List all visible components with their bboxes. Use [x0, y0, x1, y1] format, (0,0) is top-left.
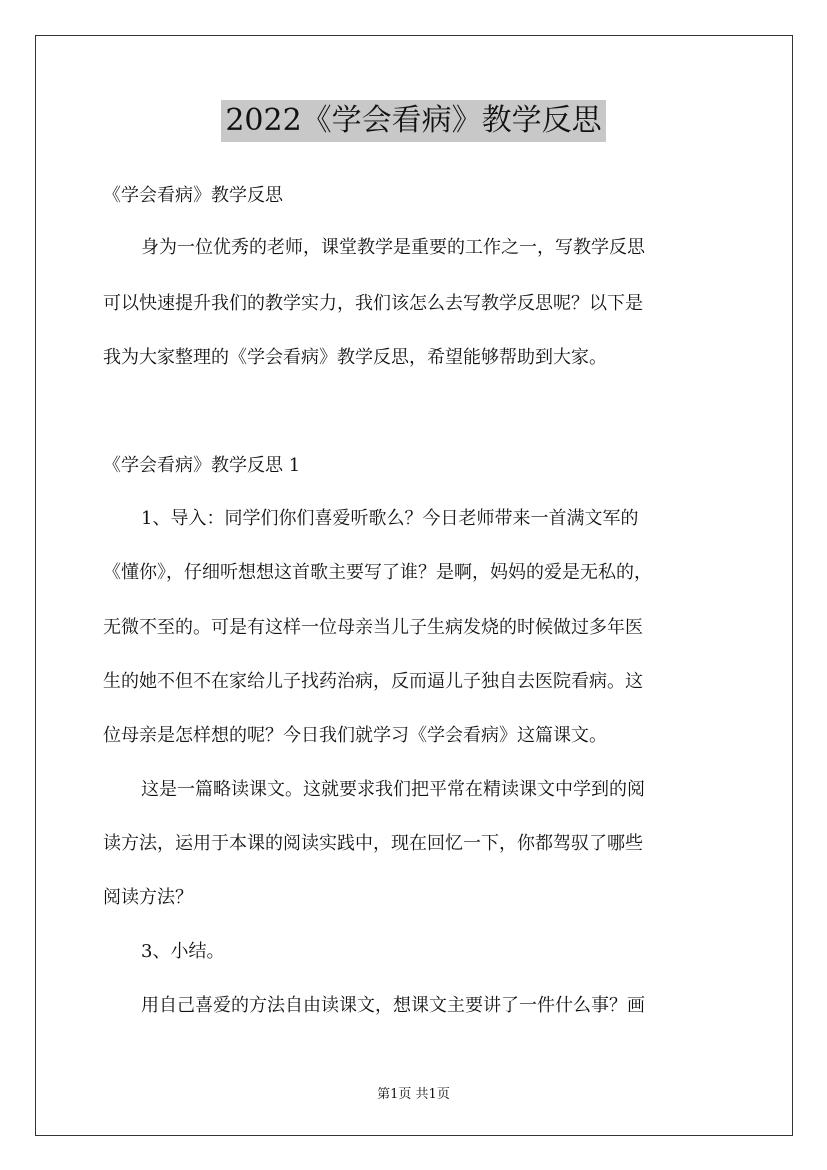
page-number-label: 第1页 共1页 [377, 1087, 450, 1102]
section-heading: 《学会看病》教学反思 1 [103, 455, 301, 476]
para3: 3、小结。 [141, 941, 225, 962]
para2-line-3: 阅读方法？ [103, 887, 193, 908]
title-container [0, 100, 827, 142]
intro-line-3: 我为大家整理的《学会看病》教学反思，希望能够帮助到大家。 [103, 347, 607, 368]
para1-line-5: 位母亲是怎样想的呢？今日我们就学习《学会看病》这篇课文。 [103, 725, 607, 746]
para1-line-4: 生的她不但不在家给儿子找药治病，反而逼儿子独自去医院看病。这 [103, 671, 643, 692]
intro-line-1: 身为一位优秀的老师，课堂教学是重要的工作之一，写教学反思 [141, 237, 645, 258]
intro-line-2: 可以快速提升我们的教学实力，我们该怎么去写教学反思呢？以下是 [103, 293, 643, 314]
document-title: 2022《学会看病》教学反思 [221, 100, 605, 142]
subtitle: 《学会看病》教学反思 [103, 185, 283, 206]
para2-line-1: 这是一篇略读课文。这就要求我们把平常在精读课文中学到的阅 [141, 779, 645, 800]
para4-line-1: 用自己喜爱的方法自由读课文，想课文主要讲了一件什么事？画 [141, 995, 645, 1016]
page-footer [0, 1083, 827, 1102]
para1-line-3: 无微不至的。可是有这样一位母亲当儿子生病发烧的时候做过多年医 [103, 617, 643, 638]
para2-line-2: 读方法，运用于本课的阅读实践中，现在回忆一下，你都驾驭了哪些 [103, 833, 643, 854]
para1-line-1: 1、导入：同学们你们喜爱听歌么？今日老师带来一首满文军的 [141, 508, 639, 529]
para1-line-2: 《懂你》，仔细听想想这首歌主要写了谁？是啊，妈妈的爱是无私的， [103, 562, 652, 583]
